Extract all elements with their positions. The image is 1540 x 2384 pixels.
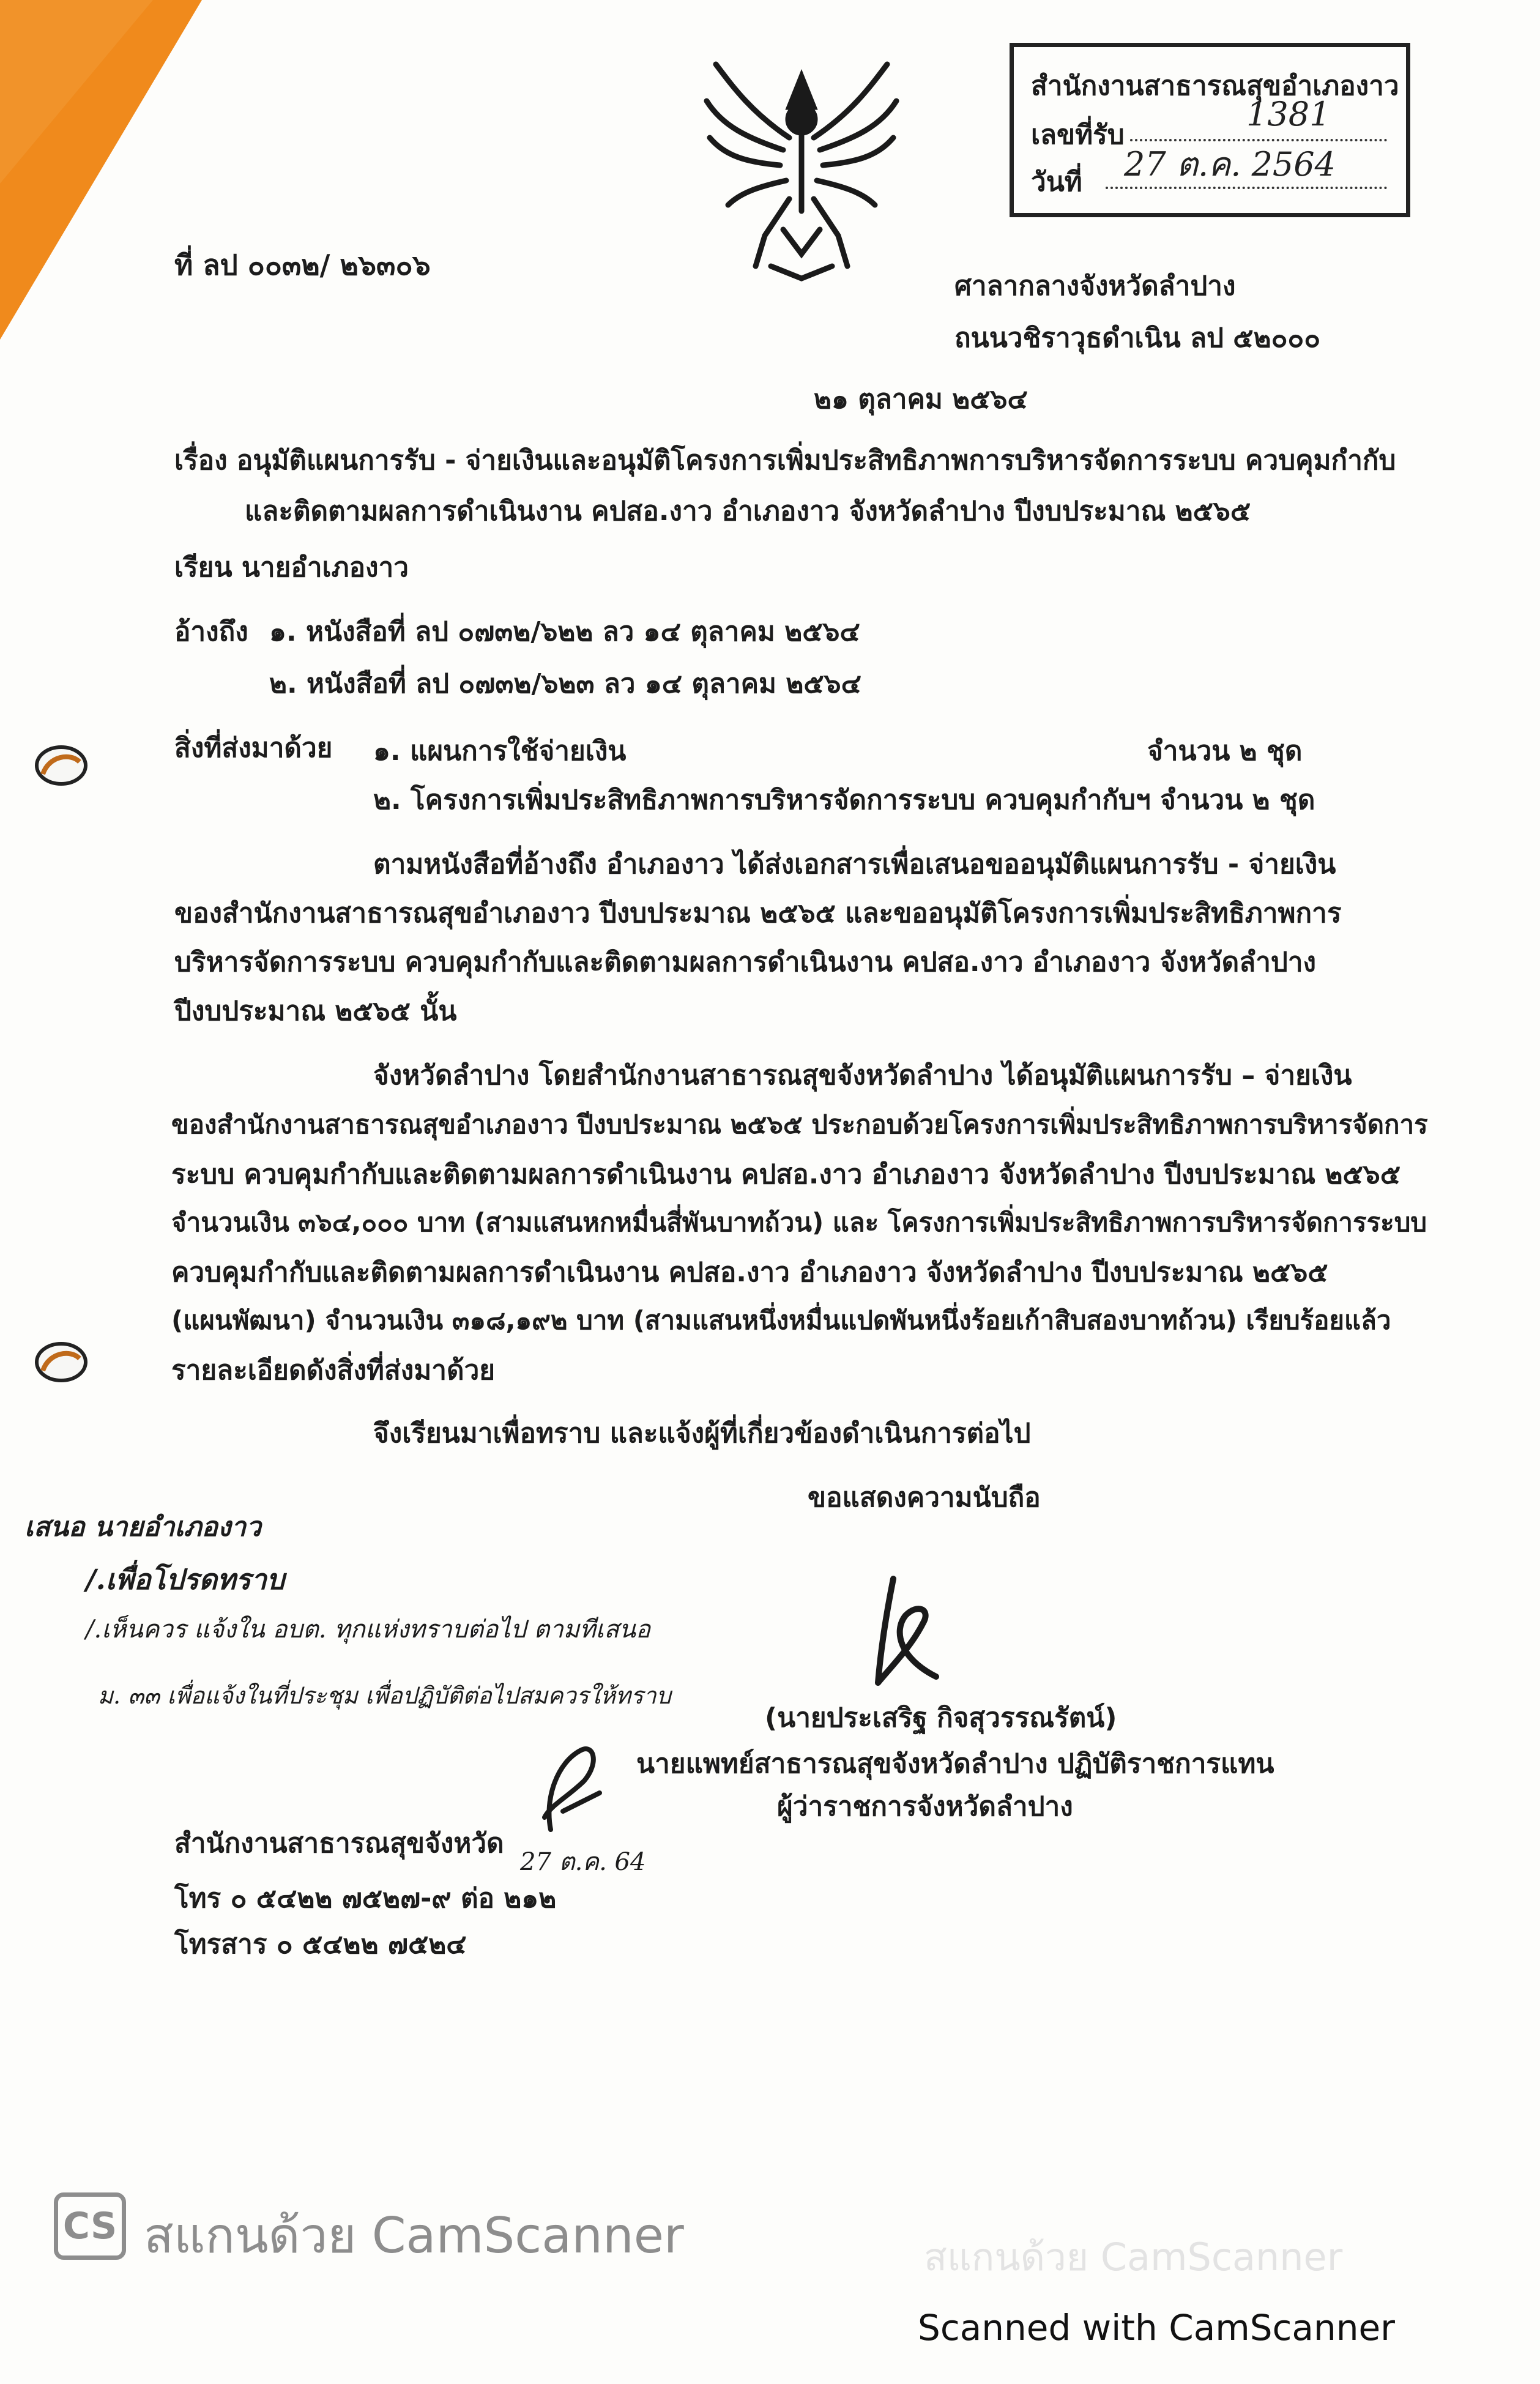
stamp-receipt-label: เลขที่รับ bbox=[1031, 119, 1125, 151]
paragraph2-line: ควบคุมกำกับและติดตามผลการดำเนินงาน คปสอ.งาว อำเภองาว จังหวัดลำปาง ปีงบประมาณ ๒๕๖๕ bbox=[171, 1257, 1328, 1288]
annotation-for-information: /.เพื่อโปรดทราบ bbox=[86, 1563, 285, 1596]
footer-office: สำนักงานสาธารณสุขจังหวัด bbox=[174, 1828, 504, 1859]
paragraph2-line: จังหวัดลำปาง โดยสำนักงานสาธารณสุขจังหวัดลำปาง ได้อนุมัติแผนการรับ – จ่ายเงิน bbox=[373, 1060, 1352, 1091]
sender-address-line2: ถนนวชิราวุธดำเนิน ลป ๕๒๐๐๐ bbox=[954, 322, 1321, 354]
enclosure-label: สิ่งที่ส่งมาด้วย bbox=[174, 732, 333, 764]
annotation-date: 27 ต.ค. 64 bbox=[520, 1848, 646, 1876]
annotation-forward-to: เสนอ นายอำเภองาว bbox=[24, 1511, 261, 1543]
sender-address-line1: ศาลากลางจังหวัดลำปาง bbox=[954, 270, 1236, 302]
camscanner-watermark: สแกนด้วย CamScanner bbox=[144, 2207, 684, 2264]
paragraph1-line: ปีงบประมาณ ๒๕๖๕ นั้น bbox=[174, 996, 457, 1027]
paragraph1-line: ของสำนักงานสาธารณสุขอำเภองาว ปีงบประมาณ ๒๕๖๕ และขออนุมัติโครงการเพิ่มประสิทธิภาพการ bbox=[174, 898, 1342, 929]
orange-paper-corner bbox=[0, 0, 202, 343]
reference-item-2: ๒. หนังสือที่ ลป ๐๗๓๒/๖๒๓ ลว ๑๔ ตุลาคม ๒๕๖๔ bbox=[269, 668, 861, 699]
enclosure-item-1: ๑. แผนการใช้จ่ายเงิน bbox=[373, 736, 627, 767]
enclosure-item-1-qty: จำนวน ๒ ชุด bbox=[1147, 736, 1303, 767]
signer-title-line1: นายแพทย์สาธารณสุขจังหวัดลำปาง ปฏิบัติราชการแทน bbox=[636, 1748, 1274, 1779]
punch-hole-icon bbox=[34, 1340, 89, 1384]
footer-telephone: โทร ๐ ๕๔๒๒ ๗๕๒๗-๙ ต่อ ๒๑๒ bbox=[174, 1883, 557, 1914]
salutation: เรียน นายอำเภองาว bbox=[174, 552, 409, 583]
signer-title-line2: ผู้ว่าราชการจังหวัดลำปาง bbox=[777, 1791, 1073, 1822]
closing-phrase: ขอแสดงความนับถือ bbox=[808, 1482, 1041, 1513]
stamp-date-label: วันที่ bbox=[1031, 166, 1082, 198]
annotation-instruction: ม. ๓๓ เพื่อแจ้งในที่ประชุม เพื่อปฏิบัติต่อไปสมควรให้ทราบ bbox=[98, 1682, 671, 1709]
signer-name: (นายประเสริฐ กิจสุวรรณรัตน์) bbox=[765, 1702, 1117, 1734]
reference-label: อ้างถึง bbox=[174, 616, 248, 647]
stamp-office: สำนักงานสาธารณสุขอำเภองาว bbox=[1031, 70, 1399, 102]
camscanner-logo-icon: CS bbox=[54, 2192, 126, 2260]
paragraph2-line: รายละเอียดดังสิ่งที่ส่งมาด้วย bbox=[171, 1355, 496, 1386]
punch-hole-icon bbox=[34, 743, 89, 788]
letter-date: ๒๑ ตุลาคม ๒๕๖๔ bbox=[814, 384, 1028, 415]
paragraph3: จึงเรียนมาเพื่อทราบ และแจ้งผู้ที่เกี่ยวข้องดำเนินการต่อไป bbox=[373, 1418, 1031, 1449]
annotation-signature-mark bbox=[526, 1738, 618, 1850]
subject-line2: และติดตามผลการดำเนินงาน คปสอ.งาว อำเภองาว จังหวัดลำปาง ปีงบประมาณ ๒๕๖๕ bbox=[245, 496, 1251, 527]
paragraph2-line: ระบบ ควบคุมกำกับและติดตามผลการดำเนินงาน คปสอ.งาว อำเภองาว จังหวัดลำปาง ปีงบประมาณ ๒๕๖๕ bbox=[171, 1159, 1401, 1190]
paragraph2-line: จำนวนเงิน ๓๖๔,๐๐๐ บาท (สามแสนหกหมื่นสี่พันบาทถ้วน) และ โครงการเพิ่มประสิทธิภาพการบริหารจัดการระบบ bbox=[171, 1207, 1427, 1237]
reception-stamp bbox=[1010, 43, 1410, 217]
footer-fax: โทรสาร ๐ ๕๔๒๒ ๗๕๒๔ bbox=[174, 1929, 467, 1960]
reference-item-1: ๑. หนังสือที่ ลป ๐๗๓๒/๖๒๒ ลว ๑๔ ตุลาคม ๒๕๖๔ bbox=[269, 616, 860, 647]
camscanner-faint-watermark: สแกนด้วย CamScanner bbox=[924, 2235, 1343, 2279]
stamp-date-value: 27 ต.ค. 2564 bbox=[1124, 145, 1336, 184]
paragraph1-line: บริหารจัดการระบบ ควบคุมกำกับและติดตามผลการดำเนินงาน คปสอ.งาว อำเภองาว จังหวัดลำปาง bbox=[174, 947, 1317, 978]
paragraph2-line: (แผนพัฒนา) จำนวนเงิน ๓๑๘,๑๙๒ บาท (สามแสนหนึ่งหมื่นแปดพันหนึ่งร้อยเก้าสิบสองบาทถ้วน) เรียบร้อยแล้ว bbox=[171, 1305, 1391, 1335]
stamp-receipt-number: 1381 bbox=[1246, 95, 1331, 133]
reference-number: ที่ ลป ๐๐๓๒/ ๒๖๓๐๖ bbox=[174, 248, 431, 281]
paragraph1-line: ตามหนังสือที่อ้างถึง อำเภองาว ได้ส่งเอกสารเพื่อเสนอขออนุมัติแผนการรับ - จ่ายเงิน bbox=[373, 849, 1336, 880]
garuda-emblem-icon bbox=[697, 52, 906, 287]
enclosure-item-2: ๒. โครงการเพิ่มประสิทธิภาพการบริหารจัดการระบบ ควบคุมกำกับฯ จำนวน ๒ ชุด bbox=[373, 784, 1315, 816]
subject-line1: เรื่อง อนุมัติแผนการรับ - จ่ายเงินและอนุมัติโครงการเพิ่มประสิทธิภาพการบริหารจัดการระบบ ควบคุมกำกับ bbox=[174, 445, 1396, 476]
paragraph2-line: ของสำนักงานสาธารณสุขอำเภองาว ปีงบประมาณ ๒๕๖๕ ประกอบด้วยโครงการเพิ่มประสิทธิภาพการบริหารจัดการ bbox=[171, 1109, 1428, 1139]
scanned-with-camscanner: Scanned with CamScanner bbox=[918, 2307, 1396, 2349]
signature-mark bbox=[857, 1573, 954, 1697]
annotation-recommendation: /.เห็นควร แจ้งใน อบต. ทุกแห่งทราบต่อไป ตามทีเสนอ bbox=[86, 1615, 650, 1644]
